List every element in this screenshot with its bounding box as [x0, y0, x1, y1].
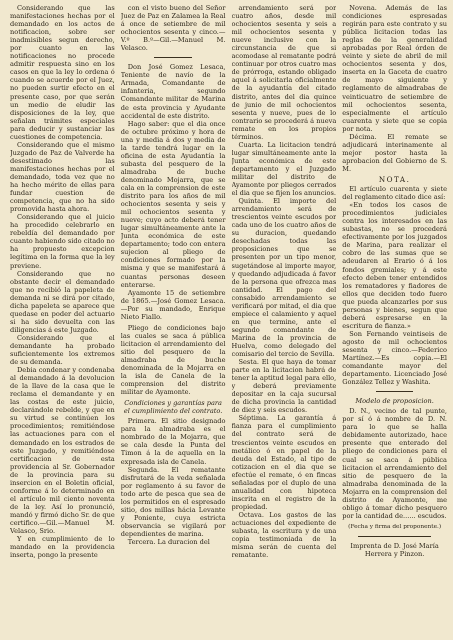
paragraph: Considerando que el mismo Juzgado de Paz de Valverde ha desestimado las manifestaciones hechas por el demandado, toda vez que no ha hecho mérito de ellas para fundar cuestion de competencia, que no ha sido promovida hasta ahora. — [10, 140, 115, 214]
paragraph: Y en cumplimiento de lo mandado en la providencia inserta, pongo la presente — [10, 535, 115, 560]
paragraph: D. N., vecino de tal punte, por sí ó á nombre de D. N. para lo que se halla debidamente autorizado, hace presente que enterado del pliego de condiciones para el cual se saca á pública licitacion el arrendamiento del sitio de pesquero de la almadraba denominada de la Mojarra en la comprension del distrito de Ayamonte, me obligo á tomar dicho pesquero por la cantidad de...... escudos. — [342, 407, 447, 520]
section-subtitle: Modelo de proposicion. — [355, 397, 434, 406]
paragraph: Considerando que no obstante decir el demandado que no recibió la papeleta de demanda ni se dirá por citado, dicha papeleta se aparece que quedase en poder del actuario si ha sido devuelta con las diligencias á este Juzgado. — [10, 269, 115, 334]
divider-rule — [358, 536, 431, 537]
paragraph: Cuarta. La licitacion tendrá lugar simultáneamente ante la Junta económica de este departamento y el Juzgado militar del distrito de Ayamonte por pliegos cerrados el dia que se fijen los anuncios. — [231, 140, 337, 198]
paragraph: Ayamonte 15 de setiembre de 1865.—José Gomez Lesaca.—Por su mandado, Enrique Nieto Fiallo. — [120, 288, 226, 321]
paragraph: Novena. Además de las condiciones espresadas regirán para este contrato y su pública licitacion todas las reglas de la generalidad aprobadas por Real órden de veinte y siete de abril de mil ochocientos sesenta y dos, inserta en la Gaceta de cuatro de mayo siguiente y reglamento de almadrabas de veinticuatro de setiembre de mil ochocientos sesenta, especialmente el artículo cuarenta y siete que se copia por nota. — [342, 4, 447, 133]
paragraph: Sesta. El que haya de tomar parte en la licitacion habrá de tener la aptitud legal para ello, y deberá previamente depositar en la caja sucursal de dicha provincia la cantidad de diez y seis escudos. — [231, 358, 337, 415]
paragraph: «En todos los casos de procedimientos judiciales contra los interesados en las subastas, no se procederá efectivamente por los juzgados de Marina, para realizar el cobro de las sumas que se adeudaren al Erario ó á los fondos gremiales; y á este efecto deben tener entendidos los rematadores y fiadores de ellos que deciden todo fuero que pueda alcanzarles por sus personas y bienes, segun que deberá espresarse en la escritura de fianza.» — [342, 201, 447, 330]
paragraph: Décima. El remate se adjudicará interinamente al mejor postor hasta la aprobacion del Gobierno de S. M. — [342, 132, 447, 173]
paragraph: Hago saber: que el dia once de octubre próximo y hora de una y media á dos y media de la tarde tendrá lugar en la oficina de esta Ayudantía la subasta del pesquero de la almadraba de buche denominado Mojarra, que se cala en la comprension de este distrito para los años de mil ochocientos sesenta y seis y mil ochocientos sesenta y nueve; cuyo acto deberá tener lugar simultáneamente ante la Junta económica de este departamento; todo con entera sujecion al pliego de condiciones formado por la misma y que se manifestará á cuantas personas deseen enterarse. — [120, 119, 226, 289]
divider-rule — [154, 57, 192, 58]
paragraph: arrendamiento será por cuatro años, desde mil ochocientos sesenta y seis a mil ochocientos sesenta y nueve inclusive con la circunstancia de que si acomodase al rematante podrá continuar por otros cuatro mas de prórroga, estando obligado aquel á solicitarla oficialmente de la ayudantía del citado distrito, antes del dia quince de junio de mil ochocientos sesenta y nueve, pues de lo contrario se procederá á nueva remate en los propios términos. — [231, 4, 337, 141]
section-subtitle: Condiciones y garantías para el cumplimiento del contrato. — [123, 399, 223, 416]
text-columns — [10, 4, 447, 636]
paragraph: Don José Gomez Lesaca, Teniente de navío de la Armada, Comandante de infanteria, segundo Comandante militar de Marina de esta provincia y Ayudante accidental de este distrito. — [120, 63, 226, 120]
paragraph: Considerando que las manifestaciones hechas por el demandado en los actos de notificacion, sobre ser inadmisibles segun derecho, por cuanto en las notificaciones no procede admitir respuesta sino en los casos en que la ley lo ordena ó cuando se acuerde por el Juez, no pueden surtir efecto en el presente caso, por que serán un medio de eludir las disposiciones de la ley, que señalan trámites especiales para deducir y sustanciar las cuestiones de competencia. — [10, 4, 115, 141]
paragraph: Tercera. La duracion del — [127, 538, 210, 546]
signature-note: (Fecha y firma del proponente.) — [348, 523, 442, 530]
column-1 — [10, 4, 115, 636]
paragraph: Debia condenar y condenaba al demandado á la devolucion de la llave de la casa que le reclama el demandante y en las costas de este juicio, declarándole rebelde, y que en su virtud se continúen los procedimientos; remitiéndose las actuaciones para con el demandado en los estrados de este Juzgado, y remitiéndose certificacion de esta providencia al Sr. Gobernador de la provincia para su insercion en el Boletin oficial, conforme á lo determinado en el artículo mil ciento noventa de la ley. Así lo pronunció, mandó y firmó dicho Sr. de que certifico.—Gil.—Manuel M. Velasco, Srio. — [10, 366, 115, 536]
divider-rule — [376, 391, 414, 392]
paragraph: Octava. Los gastos de las actuaciones del expediente de subasta, la escritura y de una copia testimoniada de la misma serán de cuenta del rematante. — [231, 510, 337, 560]
section-title: NOTA. — [378, 174, 411, 184]
column-2 — [121, 4, 226, 636]
column-3 — [232, 4, 337, 636]
paragraph: con el visto bueno del Señor Juez de Paz en Zalamea la Real á once de setiembre de mil ochocientos sesenta y cinco.—V.º B.º—Gil.—Manuel M. Velasco. — [120, 4, 226, 53]
paragraph: Quinta. El importe del arrendamiento será de trescientos veinte escudos por cada uno de los cuatro años de su duracion, quedando desechadas todas las proposiciones que se presenten por un tipo menor, sugetándose al importe mayor, y quedando adjudicada á favor de la persona que ofrezca mas cantidad. El pago del consabido arrendamiento se verificará por mitad, el dia que empiece el calamiento y aquel en que termine, ante el segundo comandante de Marina de la provincia de Huelva, como delegado del comisario del tercio de Sevilla. — [231, 197, 337, 359]
printer-imprint: Imprenta de D. José María Herrera y Pinzon. — [350, 541, 439, 558]
paragraph: Son Fernando veintiseis de agosto de mil ochocientos sesenta y cinco.—Federico Martínez.—Es copia.—El comandante mayor del departamento. Licenciado José González Tellez y Washita. — [342, 329, 447, 387]
column-4 — [342, 4, 447, 636]
paragraph: Considerando que el demandante ha probado suficientemente los extremos de su demanda. — [10, 333, 115, 367]
paragraph: Primera. El sitio designado para la almadraba es el nombrado de la Mojarra, que se cala desde la Punta del Timon á la de aquella en la expresada isla de Canela. — [120, 417, 226, 466]
paragraph: Séptima. La garantía á fianza para el cumplimiento del contrato será de trescientos veinte escudos en metálico ó en papel de la deuda del Estado, al tipo de cotizacion en el dia que se efectúe el remate, ó en fincas señaladas por el duplo de una anualidad con hipoteca inscrita en el registro de la propiedad. — [231, 414, 337, 511]
paragraph: Segunda. El rematante disfrutará de la veda señalada por reglamento á su favor de todo arte de pesca que sea de los permitidos en el espresado sitio, dos millas hácia Levante y Poniente, cuya estricta observancia se vigilará por dependientes de marina. — [120, 465, 226, 538]
paragraph: Considerando que el juicio ha procedido celebrarlo en rebeldía del demandado por cuanto habiendo sido citado no ha propuesto excepcion legítima en la forma que la ley previene. — [10, 213, 115, 270]
paragraph: El artículo cuarenta y siete del reglamento citado dice así: — [342, 185, 447, 202]
paragraph: Pliego de condiciones bajo las cuales se saca á pública licitacion el arrendamiento del sitio del pesquero de la almadraba de buche denominada de la Mojarra en la isla de Canela de la comprension del distrito militar de Ayamonte. — [120, 323, 226, 397]
